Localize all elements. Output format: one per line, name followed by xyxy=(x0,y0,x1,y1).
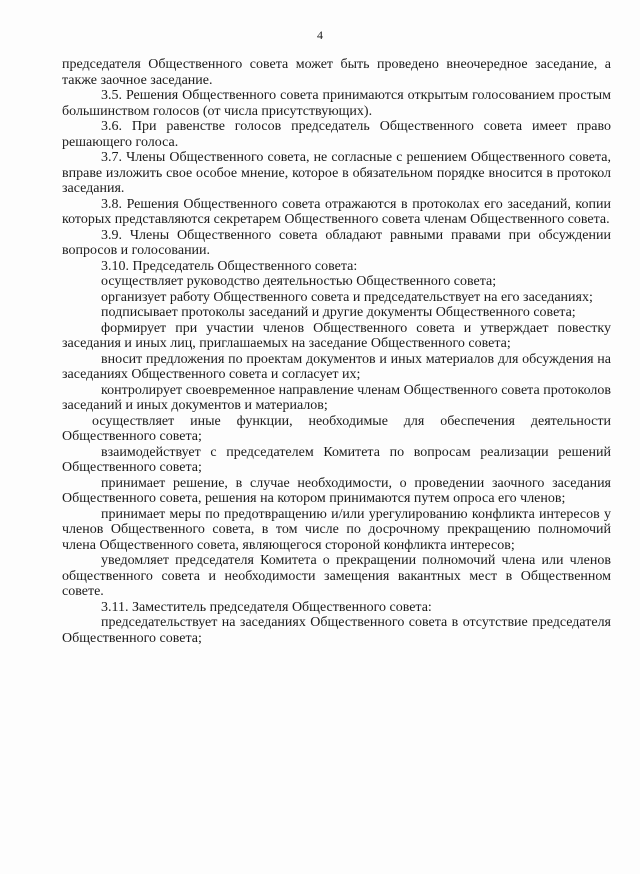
paragraph: 3.7. Члены Общественного совета, не согласные с решением Общественного совета, вправе изложить свое особое мнение, которое в обязательном порядке вносится в протокол заседания. xyxy=(62,150,611,196)
paragraph: уведомляет председателя Комитета о прекращении полномочий члена или членов общественного совета и необходимости замещения вакантных мест в Общественном совете. xyxy=(62,553,611,599)
paragraph: 3.11. Заместитель председателя Общественного совета: xyxy=(101,599,432,615)
paragraph: подписывает протоколы заседаний и другие документы Общественного совета; xyxy=(101,305,576,320)
paragraph: 3.9. Члены Общественного совета обладают равными правами при обсуждении вопросов и голосовании. xyxy=(62,227,611,258)
paragraph: вносит предложения по проектам документов и иных материалов для обсуждения на заседаниях Общественного совета и согласует их; xyxy=(62,351,611,382)
paragraph: председательствует на заседаниях Общественного совета в отсутствие председателя Общественного совета; xyxy=(62,615,611,646)
paragraph: организует работу Общественного совета и председательствует на его заседаниях; xyxy=(101,289,593,305)
paragraph: 3.10. Председатель Общественного совета: xyxy=(101,258,358,274)
paragraph: 3.6. При равенстве голосов председатель Общественного совета имеет право решающего голоса. xyxy=(62,119,611,150)
paragraph: осуществляет руководство деятельностью Общественного совета; xyxy=(101,274,497,289)
paragraph: председателя Общественного совета может быть проведено внеочередное заседание, а также заочное заседание. xyxy=(62,57,611,88)
paragraph: 3.5. Решения Общественного совета принимаются открытым голосованием простым большинством голосов (от числа присутствующих). xyxy=(62,88,611,119)
page-number: 4 xyxy=(317,28,323,42)
paragraph: взаимодействует с председателем Комитета по вопросам реализации решений Общественного совета; xyxy=(62,444,611,475)
paragraph: контролирует своевременное направление членам Общественного совета протоколов заседаний и иных документов и материалов; xyxy=(62,382,611,413)
paragraph: формирует при участии членов Общественного совета и утверждает повестку заседания и иных лиц, приглашаемых на заседание Общественного совета; xyxy=(62,320,611,351)
paragraph: принимает меры по предотвращению и/или урегулированию конфликта интересов у членов Общественного совета, в том числе по досрочному прекращению полномочий члена Общественного совета, являющегося стороной конфликта интересов; xyxy=(62,506,611,553)
paragraph: принимает решение, в случае необходимости, о проведении заочного заседания Общественного совета, решения на котором принимаются путем опроса его членов; xyxy=(62,475,611,506)
document-body xyxy=(62,57,611,646)
paragraph: 3.8. Решения Общественного совета отражаются в протоколах его заседаний, копии которых представляются секретарем Общественного совета членам Общественного совета. xyxy=(62,196,611,227)
paragraph: осуществляет иные функции, необходимые для обеспечения деятельности Общественного совета; xyxy=(62,413,611,444)
